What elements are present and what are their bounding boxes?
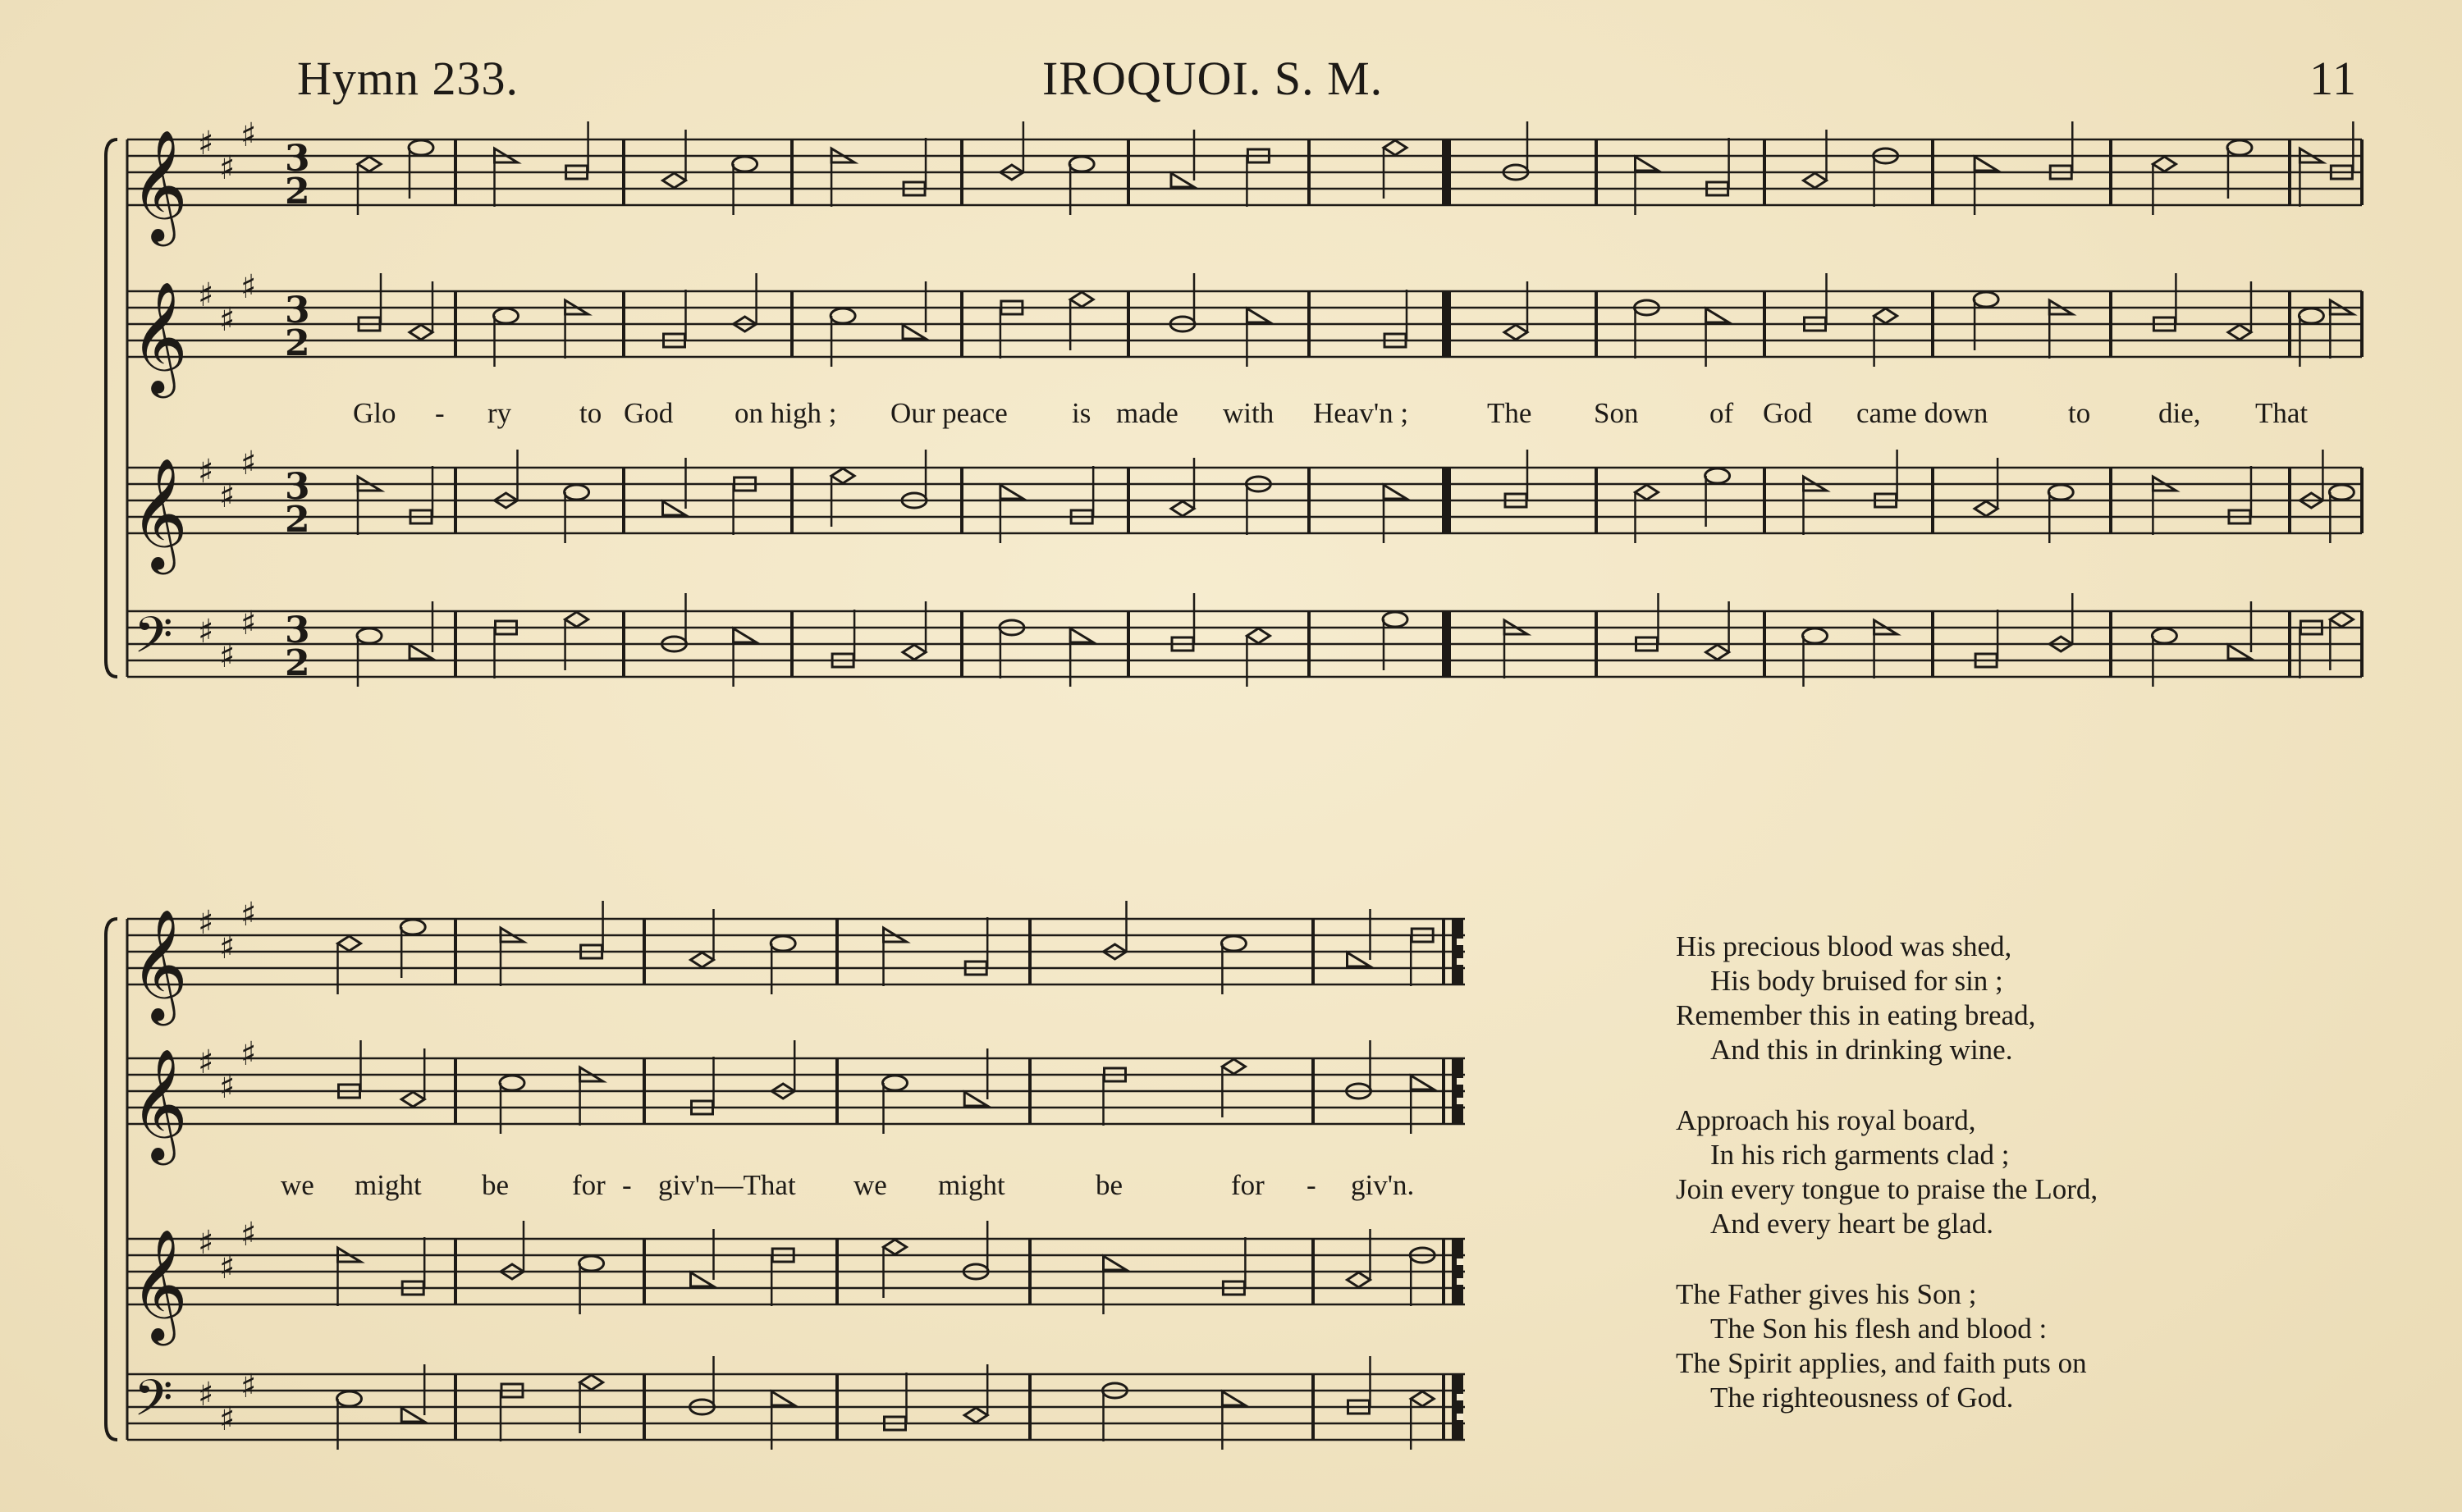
note-triangle	[1348, 952, 1371, 966]
note-oval	[400, 920, 425, 934]
final-bar-thick	[1452, 919, 1463, 984]
note-diamond	[1975, 501, 1998, 516]
note-diamond	[1636, 485, 1659, 500]
sharp-icon: ♯	[198, 453, 214, 491]
note-triangle	[2228, 645, 2251, 659]
verse-2	[1676, 1103, 2098, 1241]
note-triangle	[1222, 1391, 1245, 1405]
lyric-syllable: God	[624, 397, 674, 429]
lyric-syllable: to	[2068, 397, 2091, 429]
note-oval	[579, 1256, 604, 1271]
lyric-syllable: is	[1072, 397, 1091, 429]
lyric-syllable: That	[2255, 397, 2309, 429]
sharp-icon: ♯	[219, 1068, 236, 1106]
verse-line: The Spirit applies, and faith puts on	[1676, 1347, 2087, 1379]
note-oval	[409, 140, 433, 155]
sharp-icon: ♯	[219, 301, 236, 339]
sharp-icon: ♯	[198, 276, 214, 314]
final-bar-dot	[1457, 1098, 1463, 1104]
note-oval	[2227, 140, 2252, 155]
note-diamond	[2153, 157, 2176, 171]
note-triangle	[1070, 628, 1093, 642]
sharp-icon: ♯	[240, 116, 257, 154]
note-oval	[771, 936, 795, 951]
note-diamond	[1222, 1059, 1245, 1074]
note-triangle	[401, 1408, 424, 1422]
note-oval	[357, 628, 382, 643]
note-diamond	[2228, 325, 2251, 340]
treble-clef-icon: 𝄞	[130, 907, 188, 1021]
time-signature-top: 3	[285, 610, 310, 651]
final-bar-dot	[1457, 1258, 1463, 1265]
verse-line: And this in drinking wine.	[1710, 1034, 2013, 1066]
note-oval	[1705, 468, 1730, 483]
sharp-icon: ♯	[219, 477, 236, 515]
note-triangle	[734, 628, 757, 642]
lyric-syllable: for	[572, 1169, 606, 1201]
lyric-syllable: for	[1231, 1169, 1265, 1201]
note-diamond	[903, 645, 926, 660]
lyric-syllable: Glo	[353, 397, 396, 429]
lyric-syllable: with	[1223, 397, 1274, 429]
tune-title: IROQUOI. S. M.	[1042, 52, 1384, 105]
note-triangle	[771, 1391, 794, 1405]
sharp-icon: ♯	[240, 896, 257, 934]
lyric-syllable: -	[622, 1169, 632, 1201]
lyric-syllable: to	[579, 397, 602, 429]
verse-3	[1676, 1277, 2098, 1415]
note-diamond	[1804, 173, 1827, 188]
double-bar	[1442, 291, 1451, 357]
note-triangle	[1411, 1076, 1434, 1089]
sharp-icon: ♯	[240, 445, 257, 482]
final-bar-thick	[1452, 1058, 1463, 1124]
note-oval	[500, 1076, 524, 1090]
note-oval	[883, 1076, 908, 1090]
note-diamond	[410, 325, 432, 340]
lyric-syllable: giv'n.	[1351, 1169, 1415, 1201]
sharp-icon: ♯	[219, 1400, 236, 1438]
note-triangle	[1104, 1256, 1127, 1270]
verse-line: In his rich garments clad ;	[1710, 1139, 2010, 1171]
time-signature-bottom: 2	[285, 499, 310, 541]
sharp-icon: ♯	[219, 637, 236, 675]
verse-line: The Father gives his Son ;	[1676, 1278, 1977, 1310]
note-diamond	[2330, 612, 2353, 627]
lyric-syllable: Our peace	[890, 397, 1008, 429]
lyric-syllable: giv'n—That	[658, 1169, 796, 1201]
system-brace	[106, 919, 117, 1440]
lyric-syllable: be	[1096, 1169, 1123, 1201]
sharp-icon: ♯	[240, 268, 257, 306]
note-oval	[1221, 936, 1246, 951]
sharp-icon: ♯	[198, 904, 214, 942]
lyric-syllable: on high ;	[734, 397, 837, 429]
note-oval	[2329, 485, 2354, 500]
note-oval	[1803, 628, 1828, 643]
lyric-syllable: Heav'n ;	[1313, 397, 1409, 429]
note-diamond	[663, 173, 686, 188]
note-diamond	[1247, 628, 1270, 643]
note-diamond	[565, 612, 588, 627]
note-oval	[831, 308, 855, 323]
final-bar-dot	[1457, 1414, 1463, 1420]
lyric-syllable: be	[482, 1169, 510, 1201]
lyric-syllable: The	[1487, 397, 1532, 429]
sharp-icon: ♯	[240, 605, 257, 642]
time-signature-top: 3	[285, 290, 310, 331]
note-diamond	[831, 468, 854, 483]
sharp-icon: ♯	[240, 1035, 257, 1073]
note-oval	[337, 1391, 362, 1406]
lyric-syllable: Son	[1594, 397, 1639, 429]
sharp-icon: ♯	[198, 125, 214, 162]
double-bar	[1442, 611, 1451, 677]
note-diamond	[1171, 501, 1194, 516]
lyric-syllable: came down	[1856, 397, 1988, 429]
lyric-syllable: made	[1116, 397, 1178, 429]
lyric-syllable: -	[435, 397, 445, 429]
note-oval	[1069, 157, 1094, 171]
lyric-syllable: might	[355, 1169, 422, 1201]
time-signature-bottom: 2	[285, 642, 310, 684]
note-diamond	[580, 1375, 603, 1390]
treble-clef-icon: 𝄞	[130, 1227, 188, 1341]
note-oval	[1383, 612, 1407, 627]
lyric-syllable: we	[281, 1169, 314, 1201]
treble-clef-icon: 𝄞	[130, 128, 188, 241]
note-diamond	[1070, 292, 1093, 307]
note-diamond	[1874, 308, 1897, 323]
sharp-icon: ♯	[198, 1224, 214, 1262]
final-bar-dot	[1457, 958, 1463, 965]
lyric-syllable: ry	[487, 397, 512, 429]
time-signature-top: 3	[285, 138, 310, 180]
treble-clef-icon: 𝄞	[130, 280, 188, 393]
verse-line: His precious blood was shed,	[1676, 930, 2012, 962]
note-triangle	[1636, 157, 1659, 171]
note-oval	[494, 308, 519, 323]
final-bar-dot	[1457, 939, 1463, 945]
double-bar	[1442, 468, 1451, 533]
note-oval	[2299, 308, 2323, 323]
note-triangle	[1975, 157, 1998, 171]
note-triangle	[1247, 308, 1270, 322]
sharp-icon: ♯	[240, 1368, 257, 1405]
hymn-number: Hymn 233.	[297, 52, 519, 105]
note-triangle	[663, 501, 686, 515]
bass-clef-icon: 𝄢	[134, 606, 173, 677]
note-triangle	[1706, 308, 1729, 322]
sharp-icon: ♯	[198, 613, 214, 651]
final-bar-dot	[1457, 1278, 1463, 1285]
lyric-syllable: -	[1307, 1169, 1316, 1201]
note-oval	[2152, 628, 2176, 643]
double-bar	[1442, 139, 1451, 205]
note-diamond	[964, 1408, 987, 1423]
note-diamond	[358, 157, 381, 171]
note-diamond	[1348, 1272, 1371, 1287]
note-diamond	[338, 936, 361, 951]
verse-line: Remember this in eating bread,	[1676, 999, 2036, 1031]
time-signature-bottom: 2	[285, 171, 310, 212]
note-diamond	[884, 1240, 907, 1254]
note-triangle	[1384, 485, 1407, 499]
note-diamond	[1504, 325, 1527, 340]
sharp-icon: ♯	[219, 149, 236, 187]
sharp-icon: ♯	[240, 1216, 257, 1254]
note-triangle	[691, 1272, 714, 1286]
note-triangle	[903, 325, 926, 339]
verse-1	[1676, 930, 2098, 1067]
note-oval	[565, 485, 589, 500]
note-triangle	[410, 645, 432, 659]
sharp-icon: ♯	[198, 1376, 214, 1414]
sharp-icon: ♯	[219, 1249, 236, 1286]
verse-line: His body bruised for sin ;	[1710, 965, 2003, 997]
lyric-syllable: God	[1763, 397, 1813, 429]
system-brace	[106, 139, 117, 677]
lyric-syllable: of	[1709, 397, 1734, 429]
note-triangle	[1000, 485, 1023, 499]
note-diamond	[1384, 140, 1407, 155]
note-oval	[2048, 485, 2073, 500]
final-bar-thick	[1452, 1374, 1463, 1440]
note-oval	[1974, 292, 1998, 307]
lyric-syllable: die,	[2158, 397, 2201, 429]
time-signature-top: 3	[285, 466, 310, 508]
verse-line: Join every tongue to praise the Lord,	[1676, 1173, 2098, 1205]
note-triangle	[1171, 173, 1194, 187]
verse-line: The righteousness of God.	[1710, 1382, 2014, 1414]
verses	[1676, 930, 2098, 1451]
final-bar-thick	[1452, 1239, 1463, 1304]
verse-line: The Son his flesh and blood :	[1710, 1313, 2048, 1345]
final-bar-dot	[1457, 1394, 1463, 1400]
verse-line: And every heart be glad.	[1710, 1208, 1993, 1240]
sharp-icon: ♯	[219, 929, 236, 966]
note-triangle	[964, 1092, 987, 1106]
final-bar-dot	[1457, 1078, 1463, 1085]
page-number: 11	[2309, 52, 2357, 105]
verse-line: Approach his royal board,	[1676, 1104, 1976, 1136]
lyric-syllable: we	[853, 1169, 887, 1201]
note-diamond	[401, 1092, 424, 1107]
treble-clef-icon: 𝄞	[130, 1047, 188, 1160]
note-diamond	[691, 952, 714, 967]
treble-clef-icon: 𝄞	[130, 456, 188, 569]
sharp-icon: ♯	[198, 1044, 214, 1081]
bass-clef-icon: 𝄢	[134, 1369, 173, 1440]
time-signature-bottom: 2	[285, 322, 310, 364]
note-oval	[733, 157, 757, 171]
lyric-syllable: might	[938, 1169, 1005, 1201]
note-diamond	[1411, 1391, 1434, 1406]
note-diamond	[1706, 645, 1729, 660]
